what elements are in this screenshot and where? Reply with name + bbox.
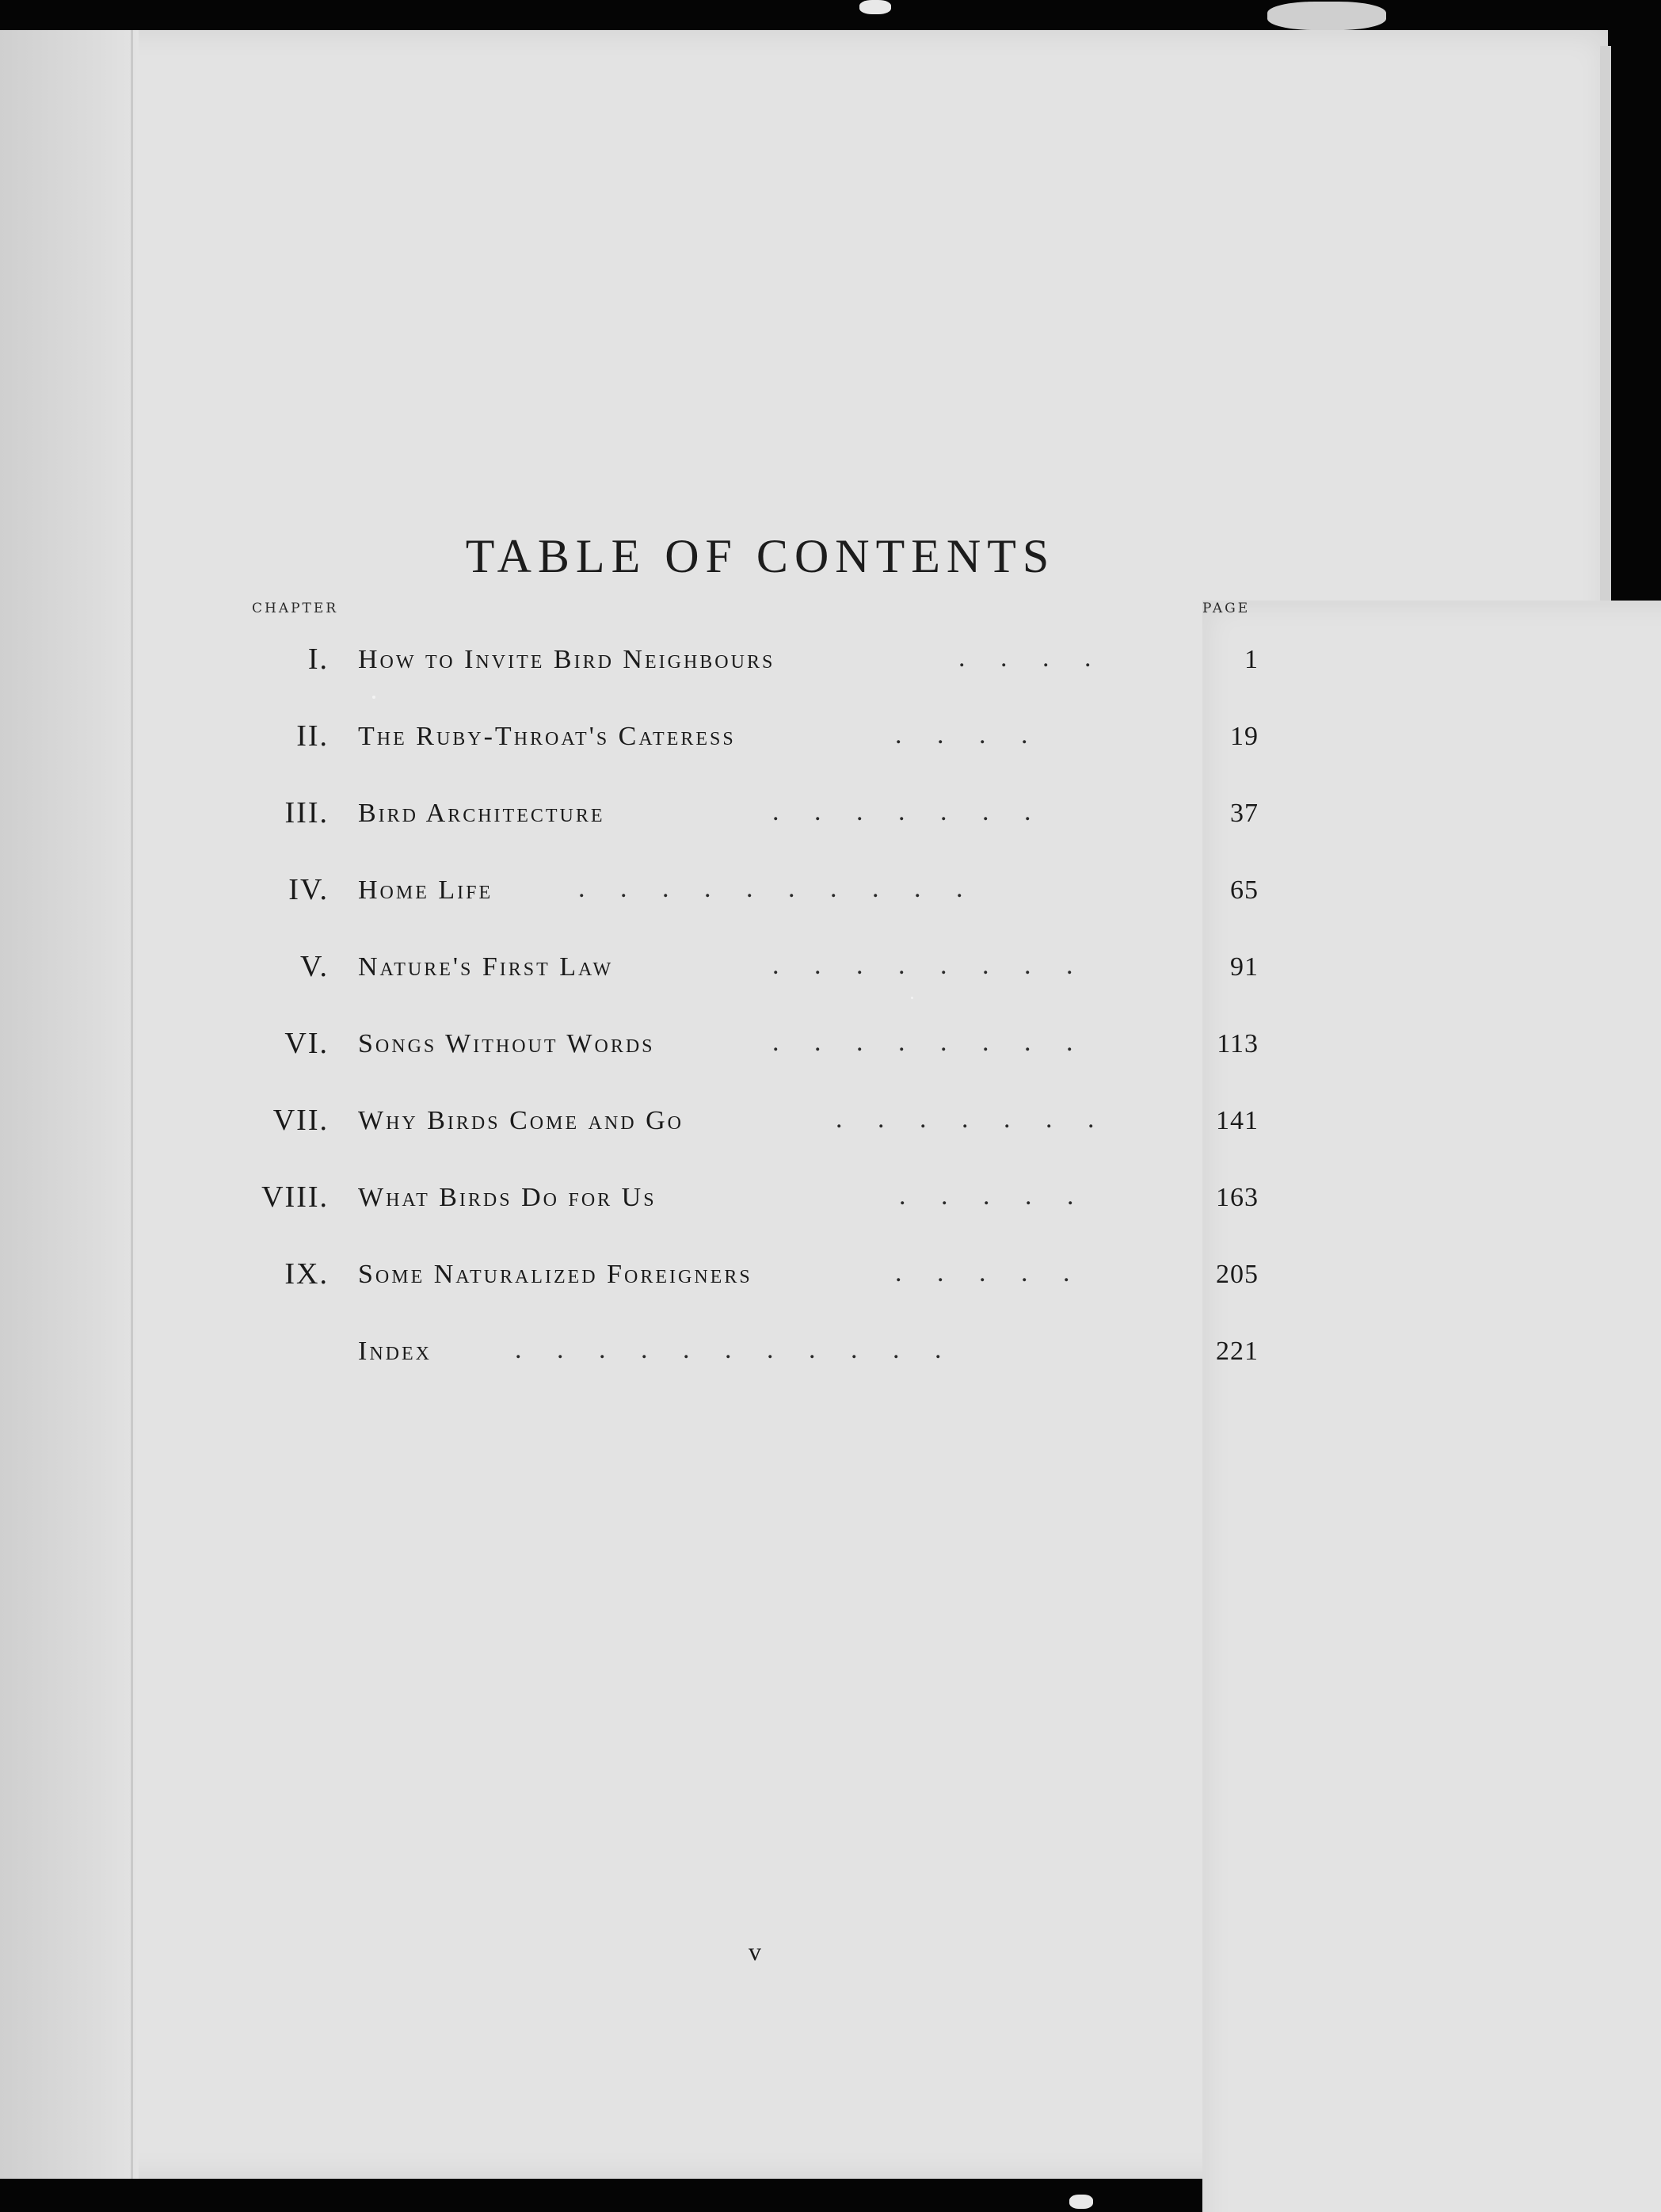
leader-dots: . . . . . . . [836, 1104, 1109, 1134]
chapter-numeral: IV. [288, 873, 329, 906]
toc-entry [0, 949, 1661, 997]
chapter-numeral: III. [284, 796, 329, 830]
chapter-numeral: IX. [284, 1257, 329, 1291]
chapter-title: Bird Architecture [358, 799, 605, 828]
toc-entry [0, 1333, 1661, 1381]
chapter-title: Songs Without Words [358, 1029, 655, 1058]
page-number: 19 [1230, 722, 1259, 751]
leader-dots: . . . . [895, 720, 1042, 749]
page-number: 113 [1217, 1029, 1259, 1058]
leader-dots: . . . . . . . . . . . [515, 1335, 956, 1364]
chapter-title: Why Birds Come and Go [358, 1106, 684, 1135]
chapter-column-label: CHAPTER [252, 601, 339, 616]
page-number: 37 [1230, 799, 1259, 828]
toc-entry [0, 1026, 1661, 1074]
leader-dots: . . . . . . . . . . [578, 874, 977, 903]
leader-dots: . . . . . [899, 1181, 1088, 1211]
page-number: 141 [1216, 1106, 1259, 1135]
toc-entry [0, 719, 1661, 766]
chapter-numeral: V. [299, 950, 329, 983]
page-number: 163 [1216, 1183, 1259, 1212]
page-number: 205 [1216, 1260, 1259, 1289]
chapter-numeral: VIII. [261, 1180, 329, 1214]
chapter-title: How to Invite Bird Neighbours [358, 645, 775, 674]
page-column-label: PAGE [1202, 601, 1661, 2212]
chapter-title: What Birds Do for Us [358, 1183, 657, 1212]
chapter-title: Nature's First Law [358, 952, 614, 982]
leader-dots: . . . . . [895, 1258, 1084, 1287]
chapter-numeral: VII. [272, 1104, 329, 1137]
chapter-numeral: II. [296, 719, 329, 753]
chapter-title: The Ruby-Throat's Cateress [358, 722, 736, 751]
leader-dots: . . . . . . . [772, 797, 1046, 826]
leader-dots: . . . . [958, 643, 1106, 673]
chapter-numeral: VI. [284, 1027, 329, 1060]
page-number: 91 [1230, 952, 1259, 982]
page-number: 65 [1230, 875, 1259, 905]
chapter-title: Home Life [358, 875, 493, 905]
page-folio: v [749, 1937, 761, 1966]
page-number: 1 [1244, 645, 1259, 674]
page-number: 221 [1216, 1337, 1259, 1366]
toc-entry [0, 1257, 1661, 1304]
toc-entry [0, 1103, 1661, 1150]
toc-entry [0, 1180, 1661, 1227]
toc-entry [0, 872, 1661, 920]
toc-entry [0, 795, 1661, 843]
toc-entry [0, 642, 1661, 689]
leader-dots: . . . . . . . . [772, 1028, 1088, 1057]
toc-heading: TABLE OF CONTENTS [465, 530, 1056, 582]
chapter-numeral: I. [307, 643, 329, 676]
leader-dots: . . . . . . . . [772, 951, 1088, 980]
index-title: Index [358, 1337, 432, 1366]
chapter-title: Some Naturalized Foreigners [358, 1260, 752, 1289]
